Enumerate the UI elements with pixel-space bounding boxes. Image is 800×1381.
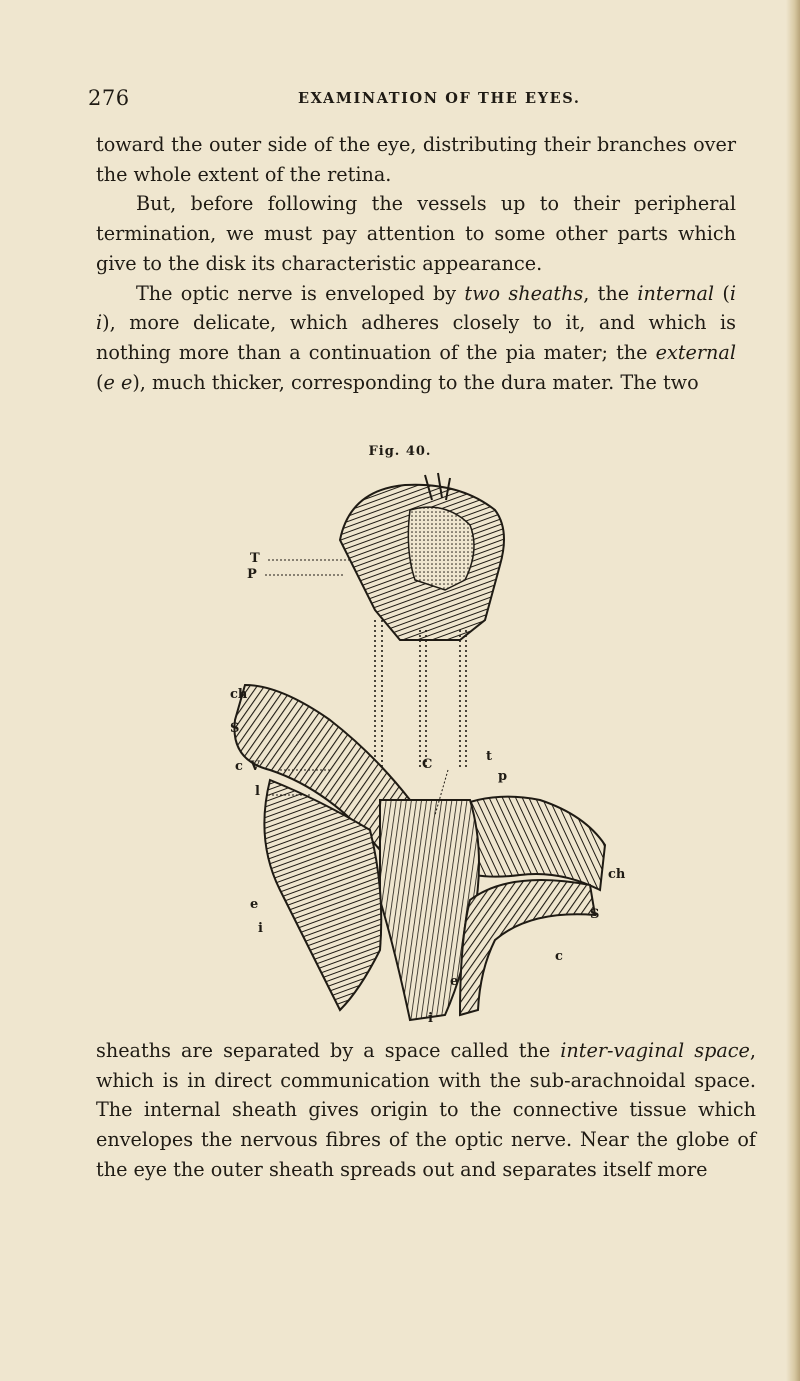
- label-V: V: [250, 759, 261, 774]
- paragraph-1: toward the outer side of the eye, distributing their branches over the whole extent of the retina.: [96, 133, 736, 186]
- page-number: 276: [88, 86, 130, 110]
- figure-optic-nerve-sheaths: [210, 470, 630, 1030]
- label-t: t: [486, 749, 493, 764]
- optic-nerve-illustration: [210, 470, 630, 1030]
- text-block-top: [96, 130, 736, 397]
- label-i-left: i: [258, 921, 263, 936]
- label-c-left: c: [235, 759, 243, 774]
- central-vessel-lines: [375, 620, 466, 780]
- page-edge-shadow: [786, 0, 800, 1381]
- text-block-bottom: [96, 1036, 756, 1185]
- running-title: EXAMINATION OF THE EYES.: [298, 90, 581, 107]
- label-e-center: e: [450, 974, 459, 989]
- label-S-left: S: [230, 721, 240, 736]
- paragraph-3: The optic nerve is enveloped by two sheaths, the internal (i i), more delicate, which adheres closely to it, and which is nothing more than a continuation of the pia mater; the external (e e), much thicker, corresponding to the dura mater. The two: [96, 281, 736, 394]
- label-S-right: S: [590, 907, 600, 922]
- label-T: T: [250, 551, 260, 566]
- label-ch-right: ch: [608, 867, 626, 882]
- sclera-right: [460, 880, 595, 1015]
- label-P: P: [247, 567, 257, 582]
- figure-caption: Fig. 40.: [368, 444, 432, 459]
- label-e-left: e: [250, 897, 259, 912]
- label-ch-left: ch: [230, 687, 248, 702]
- paragraph-2: But, before following the vessels up to their peripheral termination, we must pay attention to some other parts which give to the disk its characteristic appearance.: [96, 192, 736, 275]
- paragraph-4: sheaths are separated by a space called the inter-vaginal space, which is in direct communication with the sub-arachnoidal space. The internal sheath gives origin to the connective tissue which envelopes the nervous fibres of the optic nerve. Near the globe of the eye the outer sheath spreads out and separates itself more: [96, 1039, 757, 1181]
- running-head: [88, 86, 728, 116]
- label-C-center: C: [422, 757, 433, 772]
- vessel-bulb-inner: [408, 507, 474, 590]
- label-i-bottom: i: [428, 1011, 433, 1026]
- label-p-right: p: [498, 769, 508, 784]
- label-c-right: c: [555, 949, 563, 964]
- label-l: l: [255, 784, 260, 799]
